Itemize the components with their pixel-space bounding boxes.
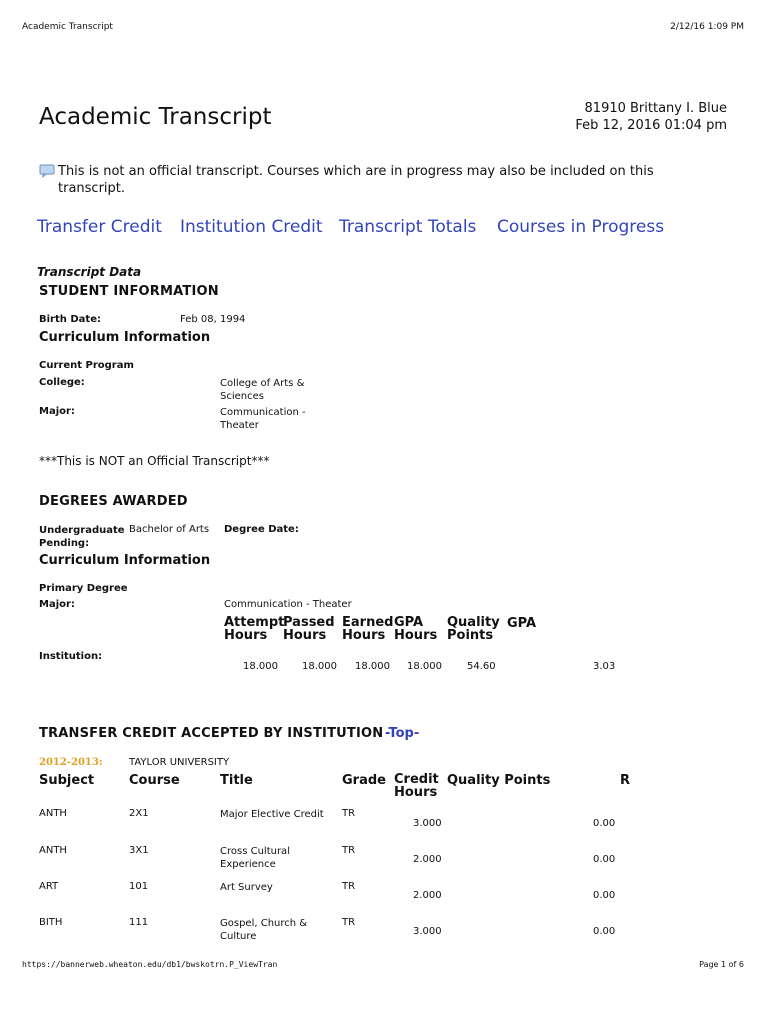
- row-4-grade: TR: [342, 917, 356, 928]
- degree-value: Bachelor of Arts: [129, 524, 210, 535]
- institution-label: Institution:: [39, 651, 103, 662]
- institution-earned-hours: 18.000: [355, 661, 390, 672]
- student-info-header: STUDENT INFORMATION: [39, 284, 219, 299]
- current-program-label: Current Program: [39, 360, 134, 371]
- degrees-awarded-header: DEGREES AWARDED: [39, 494, 188, 509]
- col-course: Course: [129, 773, 180, 788]
- row-2-course: 3X1: [129, 845, 149, 856]
- institution-quality-points: 54.60: [467, 661, 496, 672]
- user-id-name: 81910 Brittany I. Blue: [584, 101, 727, 116]
- institution-gpa: 3.03: [593, 661, 616, 672]
- print-footer-page: Page 1 of 6: [699, 960, 744, 969]
- birth-date-label: Birth Date:: [39, 314, 101, 325]
- degree-curriculum-header: Curriculum Information: [39, 553, 211, 568]
- institution-gpa-hours: 18.000: [407, 661, 442, 672]
- college-value: College of Arts & Sciences: [220, 378, 305, 402]
- nav-link-transcript-totals[interactable]: Transcript Totals: [339, 217, 477, 237]
- info-icon: [39, 163, 55, 182]
- institution-passed-hours: 18.000: [302, 661, 337, 672]
- major-value: Communication - Theater: [220, 407, 306, 431]
- major-label: Major:: [39, 406, 75, 417]
- not-official-notice: ***This is NOT an Official Transcript***: [39, 454, 270, 468]
- row-1-credit: 3.000: [413, 818, 442, 829]
- row-4-quality: 0.00: [593, 926, 616, 937]
- row-4-title: Gospel, Church & Culture: [220, 918, 308, 942]
- col-title: Title: [220, 773, 253, 788]
- primary-degree-label: Primary Degree: [39, 583, 128, 594]
- col-credit-hours: Credit Hours: [394, 772, 439, 800]
- row-3-subject: ART: [39, 881, 59, 892]
- col-subject: Subject: [39, 773, 95, 788]
- institution-attempt-hours: 18.000: [243, 661, 278, 672]
- row-4-subject: BITH: [39, 917, 63, 928]
- curriculum-info-header: Curriculum Information: [39, 330, 211, 345]
- row-3-quality: 0.00: [593, 890, 616, 901]
- college-label: College:: [39, 377, 85, 388]
- row-1-grade: TR: [342, 808, 356, 819]
- col-r: R: [620, 773, 631, 788]
- term-label: 2012-2013:: [39, 757, 103, 768]
- row-1-quality: 0.00: [593, 818, 616, 829]
- top-link[interactable]: -Top-: [385, 726, 420, 741]
- degree-major-value: Communication - Theater: [224, 599, 352, 610]
- row-3-credit: 2.000: [413, 890, 442, 901]
- print-header-datetime: 2/12/16 1:09 PM: [670, 22, 744, 32]
- col-earned-hours: Earned Hours: [342, 615, 394, 643]
- row-2-subject: ANTH: [39, 845, 67, 856]
- transfer-credit-header: TRANSFER CREDIT ACCEPTED BY INSTITUTION: [39, 726, 384, 741]
- degree-date-label: Degree Date:: [224, 524, 299, 535]
- col-gpa-hours: GPA Hours: [394, 615, 438, 643]
- transfer-institution: TAYLOR UNIVERSITY: [129, 757, 230, 768]
- nav-link-transfer-credit[interactable]: Transfer Credit: [37, 217, 162, 237]
- row-1-subject: ANTH: [39, 808, 67, 819]
- row-4-credit: 3.000: [413, 926, 442, 937]
- nav-link-courses-in-progress[interactable]: Courses in Progress: [497, 217, 665, 237]
- col-passed-hours: Passed Hours: [283, 615, 335, 643]
- print-header-title: Academic Transcript: [22, 22, 113, 32]
- nav-link-institution-credit[interactable]: Institution Credit: [180, 217, 323, 237]
- row-3-course: 101: [129, 881, 149, 892]
- col-quality-points: Quality Points: [447, 615, 500, 643]
- user-info: [575, 100, 727, 134]
- row-2-title: Cross Cultural Experience: [220, 846, 290, 870]
- row-2-quality: 0.00: [593, 854, 616, 865]
- transcript-data-heading: Transcript Data: [37, 265, 142, 279]
- row-1-course: 2X1: [129, 808, 149, 819]
- row-2-grade: TR: [342, 845, 356, 856]
- row-3-title: Art Survey: [220, 882, 273, 893]
- row-4-course: 111: [129, 917, 149, 928]
- degree-status-label: Undergraduate Pending:: [39, 525, 125, 549]
- page-title: Academic Transcript: [39, 104, 272, 130]
- col-transfer-quality-points: Quality Points: [447, 773, 551, 788]
- birth-date-value: Feb 08, 1994: [180, 314, 246, 325]
- degree-major-label: Major:: [39, 599, 75, 610]
- row-3-grade: TR: [342, 881, 356, 892]
- generated-date: Feb 12, 2016 01:04 pm: [575, 118, 727, 133]
- col-grade: Grade: [342, 773, 386, 788]
- info-message: This is not an official transcript. Courses which are in progress may also be included on this transcript.: [58, 164, 654, 196]
- col-gpa: GPA: [507, 616, 537, 631]
- row-1-title: Major Elective Credit: [220, 809, 324, 820]
- col-attempt-hours: Attempt Hours: [224, 615, 285, 643]
- print-footer-url: https://bannerweb.wheaton.edu/db1/bwskotrn.P_ViewTran: [22, 960, 278, 969]
- row-2-credit: 2.000: [413, 854, 442, 865]
